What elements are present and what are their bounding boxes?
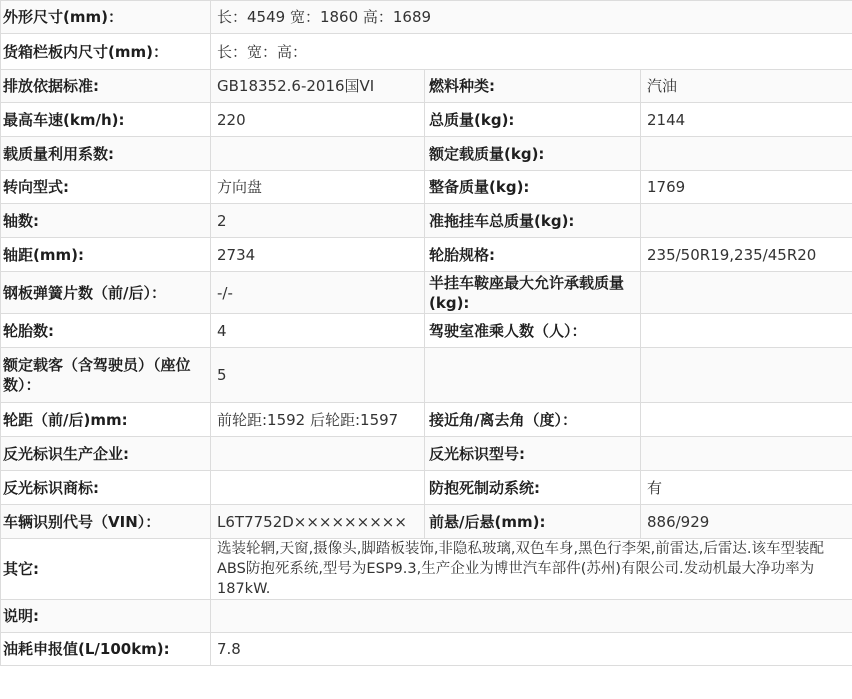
field-value: 有 — [641, 471, 852, 505]
table-row — [1, 437, 852, 471]
field-value: L6T7752D××××××××× — [211, 505, 425, 539]
table-row — [1, 539, 852, 600]
table-row — [1, 1, 852, 34]
table-row — [1, 348, 852, 403]
field-label: 反光标识生产企业: — [1, 437, 211, 471]
field-label: 反光标识商标: — [1, 471, 211, 505]
field-label: 货箱栏板内尺寸(mm)： — [1, 34, 211, 70]
field-label: 燃料种类: — [425, 70, 641, 103]
field-value: 长：宽：高： — [211, 34, 852, 70]
field-label: 轴数: — [1, 204, 211, 238]
table-row — [1, 103, 852, 137]
table-row — [1, 137, 852, 171]
field-value — [211, 471, 425, 505]
field-label: 其它: — [1, 539, 211, 600]
field-label: 油耗申报值(L/100km): — [1, 633, 211, 666]
field-value: 汽油 — [641, 70, 852, 103]
field-label: 额定载客（含驾驶员）（座位数）： — [1, 348, 211, 403]
field-label: 防抱死制动系统: — [425, 471, 641, 505]
field-value: 方向盘 — [211, 171, 425, 204]
field-value: 1769 — [641, 171, 852, 204]
field-value — [641, 272, 852, 314]
field-value — [641, 137, 852, 171]
table-row — [1, 34, 852, 70]
field-value: 220 — [211, 103, 425, 137]
field-value: GB18352.6-2016国VI — [211, 70, 425, 103]
table-row — [1, 171, 852, 204]
field-value — [641, 437, 852, 471]
field-label: 转向型式: — [1, 171, 211, 204]
field-value: 前轮距:1592 后轮距:1597 — [211, 403, 425, 437]
table-row — [1, 403, 852, 437]
field-label: 整备质量(kg): — [425, 171, 641, 204]
field-label: 说明: — [1, 600, 211, 633]
table-row — [1, 471, 852, 505]
field-value — [211, 437, 425, 471]
field-label: 最高车速(km/h): — [1, 103, 211, 137]
field-value: 选装轮辋,天窗,摄像头,脚踏板装饰,非隐私玻璃,双色车身,黑色行李架,前雷达,后雷达.该车型装配ABS防抱死系统,型号为ESP9.3,生产企业为博世汽车部件(苏州)有限公司.发动机最大净功率为187kW. — [211, 539, 852, 600]
table-row — [1, 204, 852, 238]
field-value — [641, 204, 852, 238]
field-label: 钢板弹簧片数（前/后）： — [1, 272, 211, 314]
field-label: 轮胎数: — [1, 314, 211, 348]
field-value: 7.8 — [211, 633, 852, 666]
field-label: 接近角/离去角（度）： — [425, 403, 641, 437]
field-value — [211, 137, 425, 171]
table-row — [1, 70, 852, 103]
field-label: 反光标识型号: — [425, 437, 641, 471]
table-row — [1, 238, 852, 272]
field-value: -/- — [211, 272, 425, 314]
field-label: 轴距(mm): — [1, 238, 211, 272]
field-label: 轮距（前/后)mm: — [1, 403, 211, 437]
field-value: 2144 — [641, 103, 852, 137]
field-value: 886/929 — [641, 505, 852, 539]
table-row — [1, 272, 852, 314]
field-value: 长：4549 宽：1860 高：1689 — [211, 1, 852, 34]
field-label: 额定载质量(kg): — [425, 137, 641, 171]
field-label: 轮胎规格: — [425, 238, 641, 272]
field-label: 准拖挂车总质量(kg): — [425, 204, 641, 238]
field-value: 4 — [211, 314, 425, 348]
field-label: 车辆识别代号（VIN）： — [1, 505, 211, 539]
field-value: 235/50R19,235/45R20 — [641, 238, 852, 272]
table-row — [1, 600, 852, 633]
field-value: 2 — [211, 204, 425, 238]
field-label: 载质量利用系数: — [1, 137, 211, 171]
field-value — [641, 314, 852, 348]
table-row — [1, 505, 852, 539]
field-value: 2734 — [211, 238, 425, 272]
table-row — [1, 314, 852, 348]
field-value: 5 — [211, 348, 425, 403]
spec-table-body — [1, 1, 852, 666]
field-label — [425, 348, 641, 403]
field-label: 排放依据标准: — [1, 70, 211, 103]
field-label: 半挂车鞍座最大允许承载质量(kg): — [425, 272, 641, 314]
field-label: 外形尺寸(mm)： — [1, 1, 211, 34]
field-label: 驾驶室准乘人数（人）： — [425, 314, 641, 348]
field-value — [641, 403, 852, 437]
field-value — [211, 600, 852, 633]
field-value — [641, 348, 852, 403]
field-label: 总质量(kg): — [425, 103, 641, 137]
table-row — [1, 633, 852, 666]
field-label: 前悬/后悬(mm): — [425, 505, 641, 539]
